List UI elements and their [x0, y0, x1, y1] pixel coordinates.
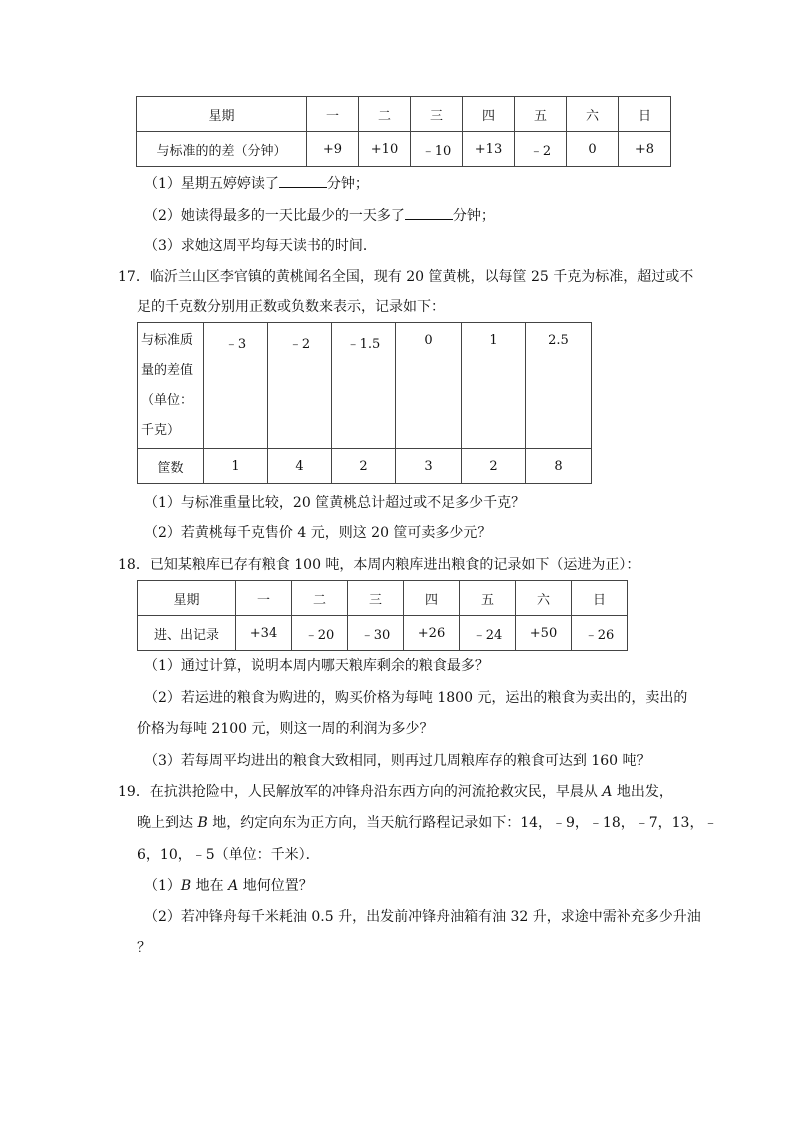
table-cell: 2 — [332, 449, 396, 484]
answer-blank — [405, 205, 453, 220]
q17-text-line2: 足的千克数分别用正数或负数来表示，记录如下： — [137, 299, 445, 315]
q16-sub1 — [144, 173, 369, 194]
grain-table — [137, 580, 628, 651]
table-cell: +50 — [516, 616, 572, 651]
q19-text: 地，约定向东为正方向，当天航行路程记录如下：14，﹣9，﹣18，﹣7，13，﹣ — [207, 815, 718, 831]
header-cell: 四 — [463, 97, 515, 132]
table-cell: ﹣10 — [411, 132, 463, 167]
row-label: 与标准的的差（分钟） — [137, 132, 307, 167]
table-row — [138, 323, 592, 449]
q19-sub2-end: ？ — [137, 940, 151, 956]
row-label: 进、出记录 — [138, 616, 236, 651]
row-label-line: 与标准质 — [141, 332, 194, 348]
q16-sub2 — [144, 205, 495, 226]
answer-blank — [279, 173, 327, 188]
table-cell: +34 — [236, 616, 292, 651]
table-row — [137, 97, 671, 132]
table-cell: ﹣26 — [572, 616, 628, 651]
q19-text: 晚上到达 — [137, 815, 198, 831]
row-label — [138, 323, 204, 449]
q17-sub2: （2）若黄桃每千克售价 4 元，则这 20 筐可卖多少元？ — [144, 525, 492, 541]
table-cell: 2 — [462, 449, 526, 484]
table-cell: ﹣2 — [515, 132, 567, 167]
header-cell: 星期 — [137, 97, 307, 132]
table-cell: 1 — [204, 449, 268, 484]
variable-a: A — [228, 878, 239, 894]
q18-sub2-line1: （2）若运进的粮食为购进的，购买价格为每吨 1800 元，运出的粮食为卖出的，卖出的 — [144, 690, 688, 706]
variable-a: A — [602, 784, 613, 800]
row-label-line: 量的差值 — [141, 362, 194, 378]
variable-b: B — [197, 815, 208, 831]
header-cell: 五 — [515, 97, 567, 132]
table-cell: +10 — [359, 132, 411, 167]
table-cell: +13 — [463, 132, 515, 167]
table-cell: 8 — [526, 449, 592, 484]
header-cell: 三 — [348, 581, 404, 616]
table-cell: 3 — [396, 449, 462, 484]
table-cell: ﹣2 — [268, 323, 332, 449]
q17-sub1: （1）与标准重量比较，20 筐黄桃总计超过或不足多少千克？ — [144, 495, 526, 511]
q18-sub3: （3）若每周平均进出的粮食大致相同，则再过几周粮库存的粮食可达到 160 吨？ — [144, 753, 651, 769]
table-cell: 2.5 — [526, 323, 592, 449]
header-cell: 日 — [619, 97, 671, 132]
table-cell: ﹣1.5 — [332, 323, 396, 449]
table-cell: 0 — [396, 323, 462, 449]
header-cell: 一 — [307, 97, 359, 132]
q19-sub1-text: 地何位置？ — [238, 878, 313, 894]
header-cell: 三 — [411, 97, 463, 132]
table-cell: ﹣3 — [204, 323, 268, 449]
q19-text-line3: 6，10，﹣5（单位：千米）． — [137, 847, 320, 863]
table-cell: +8 — [619, 132, 671, 167]
q19-text: 19．在抗洪抢险中，人民解放军的冲锋舟沿东西方向的河流抢救灾民，早晨从 — [118, 784, 603, 800]
q19-text: 地出发， — [612, 784, 673, 800]
header-cell: 六 — [567, 97, 619, 132]
table-cell: 4 — [268, 449, 332, 484]
row-label: 筐数 — [138, 449, 204, 484]
header-cell: 二 — [292, 581, 348, 616]
q18-text-line1: 18．已知某粮库已存有粮食 100 吨，本周内粮库进出粮食的记录如下（运进为正）： — [118, 557, 641, 573]
q19-text-line1 — [118, 782, 673, 802]
q18-sub2-line2: 价格为每吨 2100 元，则这一周的利润为多少？ — [137, 721, 434, 737]
row-label-line: 千克） — [141, 422, 181, 438]
q17-text-line1: 17．临沂兰山区李官镇的黄桃闻名全国，现有 20 筐黄桃，以每筐 25 千克为标准，超过或不 — [118, 269, 694, 285]
header-cell: 五 — [460, 581, 516, 616]
header-cell: 星期 — [138, 581, 236, 616]
table-row — [137, 132, 671, 167]
q19-sub1-text: （1） — [144, 878, 181, 894]
header-cell: 一 — [236, 581, 292, 616]
table-cell: +26 — [404, 616, 460, 651]
variable-b: B — [180, 878, 192, 894]
q16-sub2-tail: 分钟； — [452, 208, 495, 224]
table-cell: ﹣20 — [292, 616, 348, 651]
q16-sub3: （3）求她这周平均每天读书的时间． — [144, 238, 377, 254]
q19-sub1-text: 地在 — [191, 878, 229, 894]
table-row — [138, 581, 628, 616]
table-cell: 0 — [567, 132, 619, 167]
q16-sub1-tail: 分钟； — [326, 176, 369, 192]
table-row — [138, 449, 592, 484]
table-cell: +9 — [307, 132, 359, 167]
reading-table — [136, 96, 671, 167]
q19-text-line2 — [137, 813, 717, 833]
q19-sub2: （2）若冲锋舟每千米耗油 0.5 升，出发前冲锋舟油箱有油 32 升，求途中需补充多少升油 — [144, 909, 701, 925]
table-cell: ﹣24 — [460, 616, 516, 651]
q19-sub1 — [144, 876, 313, 896]
header-cell: 日 — [572, 581, 628, 616]
table-cell: ﹣30 — [348, 616, 404, 651]
q16-sub2-text: （2）她读得最多的一天比最少的一天多了 — [144, 208, 405, 224]
table-cell: 1 — [462, 323, 526, 449]
q18-sub1: （1）通过计算，说明本周内哪天粮库剩余的粮食最多？ — [144, 658, 489, 674]
row-label-line: （单位： — [141, 392, 194, 408]
header-cell: 六 — [516, 581, 572, 616]
q16-sub1-text: （1）星期五婷婷读了 — [144, 176, 279, 192]
table-row — [138, 616, 628, 651]
peach-table — [137, 322, 592, 484]
header-cell: 二 — [359, 97, 411, 132]
header-cell: 四 — [404, 581, 460, 616]
